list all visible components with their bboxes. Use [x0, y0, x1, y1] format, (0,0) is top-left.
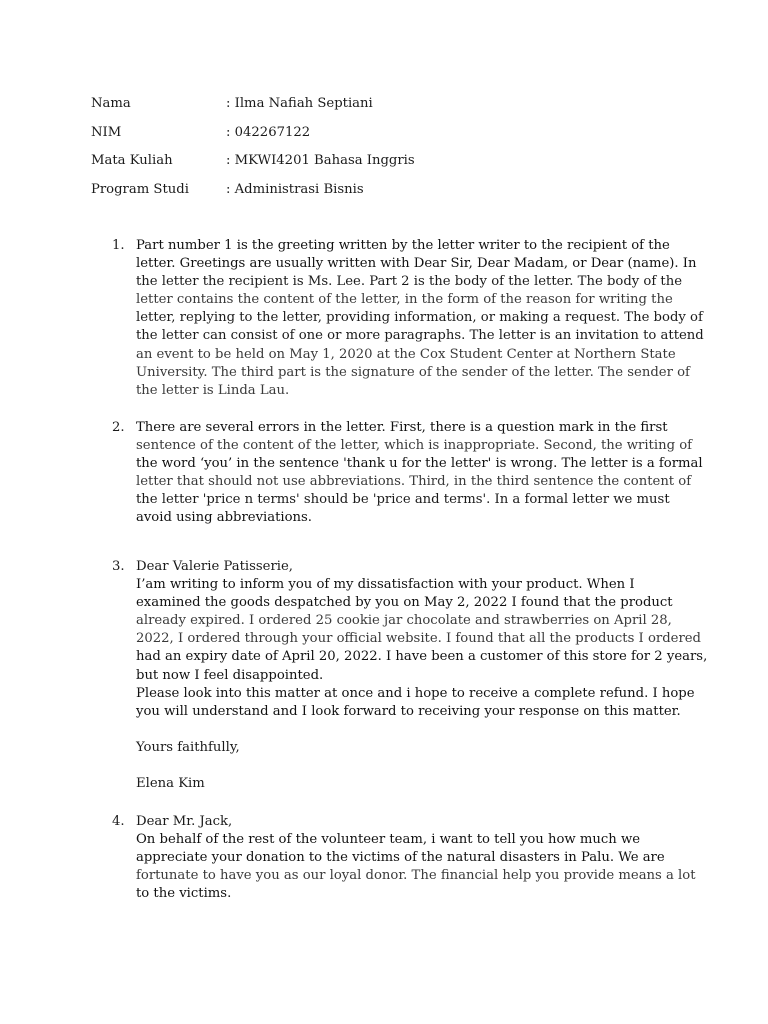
answer-item-3 [112, 558, 708, 793]
text-line: There are several errors in the letter. First, there is a question mark in the first [136, 420, 668, 435]
blank-line [136, 721, 678, 739]
info-row-program-studi [91, 176, 415, 205]
info-label: Mata Kuliah [91, 153, 173, 169]
text-line: but now I feel disappointed. [136, 667, 324, 683]
item-content [136, 419, 703, 528]
item-content [136, 813, 696, 903]
text-line: letter. Greetings are usually written with Dear Sir, Dear Madam, or Dear (name). In [136, 256, 697, 272]
student-info [91, 90, 415, 204]
text-line: already expired. I ordered 25 cookie jar chocolate and strawberries on April 28, [136, 613, 672, 629]
item-content [136, 237, 704, 400]
text-line: to the victims. [136, 886, 232, 902]
text-line: Please look into this matter at once and i hope to receive a complete refund. I hope [136, 685, 695, 701]
text-line: Dear Valerie Patisserie, [136, 559, 293, 574]
answer-item-1 [112, 237, 704, 400]
text-line: University. The third part is the signature of the sender of the letter. The sender of [136, 364, 690, 380]
text-line: the letter 'price n terms' should be 'price and terms'. In a formal letter we must [136, 492, 670, 508]
text-line: letter that should not use abbreviations. Third, in the third sentence the content of [136, 474, 692, 490]
text-line: the letter can consist of one or more paragraphs. The letter is an invitation to attend [136, 328, 704, 344]
text-line: the word ‘you’ in the sentence 'thank u for the letter' is wrong. The letter is a formal [136, 456, 703, 472]
text-line: an event to be held on May 1, 2020 at the Cox Student Center at Northern State [136, 346, 676, 362]
text-line: examined the goods despatched by you on May 2, 2022 I found that the product [136, 595, 673, 611]
item-number: 2. [112, 420, 125, 435]
info-row-nim [91, 119, 415, 148]
info-value: : Ilma Nafiah Septiani [226, 96, 373, 111]
text-line: sentence of the content of the letter, which is inappropriate. Second, the writing of [136, 438, 693, 454]
text-line: 2022, I ordered through your official website. I found that all the products I ordered [136, 631, 701, 647]
blank-line [136, 757, 678, 775]
item-number: 3. [112, 559, 125, 574]
info-row-mata-kuliah [91, 147, 415, 176]
info-label: Program Studi [91, 181, 189, 197]
text-line: had an expiry date of April 20, 2022. I have been a customer of this store for 2 years, [136, 649, 708, 665]
text-line: the letter the recipient is Ms. Lee. Part 2 is the body of the letter. The body of the [136, 274, 683, 290]
text-line: Dear Mr. Jack, [136, 814, 233, 829]
text-line: On behalf of the rest of the volunteer team, i want to tell you how much we [136, 832, 641, 848]
answer-item-2 [112, 419, 703, 528]
text-line: fortunate to have you as our loyal donor. The financial help you provide means a lot [136, 868, 696, 884]
info-value: : MKWI4201 Bahasa Inggris [226, 153, 415, 169]
item-content [136, 558, 708, 793]
answer-item-4 [112, 813, 696, 903]
text-line: Part number 1 is the greeting written by the letter writer to the recipient of the [136, 238, 670, 253]
info-label: Nama [91, 96, 131, 111]
closing-line: Yours faithfully, [136, 739, 240, 755]
signature-name: Elena Kim [136, 776, 205, 792]
text-line: appreciate your donation to the victims of the natural disasters in Palu. We are [136, 850, 665, 866]
info-value: : 042267122 [226, 124, 311, 140]
info-value: : Administrasi Bisnis [226, 181, 364, 197]
text-line: avoid using abbreviations. [136, 510, 313, 526]
text-line: I’am writing to inform you of my dissatisfaction with your product. When I [136, 577, 635, 593]
info-label: NIM [91, 124, 122, 140]
text-line: letter, replying to the letter, providing information, or making a request. The body of [136, 310, 703, 326]
text-line: you will understand and I look forward to receiving your response on this matter. [136, 703, 681, 719]
text-line: letter contains the content of the letter, in the form of the reason for writing the [136, 292, 673, 308]
info-row-nama [91, 90, 415, 119]
text-line: the letter is Linda Lau. [136, 382, 290, 398]
item-number: 4. [112, 814, 125, 829]
item-number: 1. [112, 238, 125, 253]
